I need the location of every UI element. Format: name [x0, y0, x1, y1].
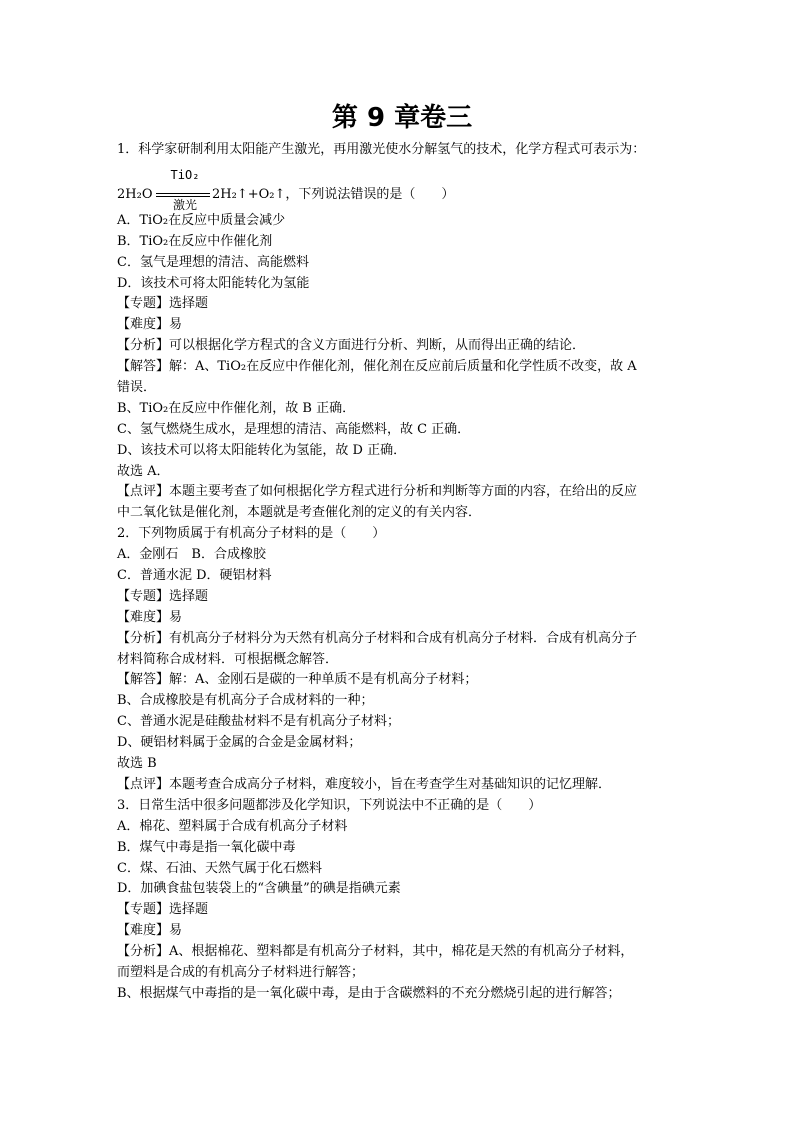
q3-option-d: D．加碘食盐包装袋上的“含碘量”的碘是指碘元素	[117, 881, 401, 897]
equation-catalyst: TiO₂	[170, 167, 200, 182]
q3-analysis-line: 而塑料是合成的有机高分子材料进行解答；	[117, 964, 365, 980]
q1-option-b: B．TiO₂在反应中作催化剂	[117, 233, 273, 249]
q1-answer-line: B、TiO₂在反应中作催化剂，故 B 正确．	[117, 400, 356, 416]
q2-answer-line: D、硬铝材料属于金属的合金是金属材料；	[117, 735, 362, 751]
q3-option-b: B．煤气中毒是指一氧化碳中毒	[117, 839, 296, 855]
q1-comment-line: 【点评】本题主要考查了如何根据化学方程式进行分析和判断等方面的内容，在给出的反应	[117, 484, 638, 500]
q1-comment-line: 中二氧化钛是催化剂，本题就是考查催化剂的定义的有关内容．	[117, 505, 482, 521]
q3-stem: 3．日常生活中很多问题都涉及化学知识，下列说法中不正确的是（ ）	[117, 797, 542, 813]
q3-topic: 【专题】选择题	[117, 902, 209, 918]
q1-answer-line: 故选 A．	[117, 463, 170, 479]
q2-analysis-line: 【分析】有机高分子材料分为天然有机高分子材料和合成有机高分子材料．合成有机高分子	[117, 630, 638, 646]
equation-condition: 激光	[172, 197, 197, 212]
q3-option-a: A．棉花、塑料属于合成有机高分子材料	[117, 818, 348, 834]
q2-answer-line: 故选 B	[117, 756, 157, 772]
q1-topic: 【专题】选择题	[117, 296, 209, 312]
q1-answer-line: D、该技术可以将太阳能转化为氢能，故 D 正确．	[117, 442, 407, 458]
equation-reactant: 2H₂O	[117, 186, 153, 202]
q1-difficulty: 【难度】易	[117, 317, 183, 333]
q1-answer-line: C、氢气燃烧生成水，是理想的清洁、高能燃料，故 C 正确．	[117, 421, 471, 437]
q2-stem: 2．下列物质属于有机高分子材料的是（ ）	[117, 526, 386, 542]
page-title: 第 9 章卷三	[331, 103, 473, 133]
q3-option-c: C．煤、石油、天然气属于化石燃料	[117, 860, 322, 876]
q1-equation	[117, 161, 687, 212]
q2-options-ab: A．金刚石 B．合成橡胶	[117, 547, 266, 563]
q2-topic: 【专题】选择题	[117, 588, 209, 604]
q3-analysis-line: B、根据煤气中毒指的是一氧化碳中毒，是由于含碳燃料的不充分燃烧引起的进行解答；	[117, 985, 621, 1001]
q1-option-c: C．氢气是理想的清洁、高能燃料	[117, 254, 309, 270]
q2-comment: 【点评】本题考查合成高分子材料，难度较小，旨在考查学生对基础知识的记忆理解．	[117, 776, 612, 792]
q2-options-cd: C．普通水泥 D．硬铝材料	[117, 568, 272, 584]
q2-answer-line: C、普通水泥是硅酸盐材料不是有机高分子材料；	[117, 714, 400, 730]
q3-difficulty: 【难度】易	[117, 923, 183, 939]
q1-analysis: 【分析】可以根据化学方程式的含义方面进行分析、判断，从而得出正确的结论．	[117, 338, 586, 354]
document-body	[117, 140, 687, 1005]
q1-stem: 1．科学家研制利用太阳能产生激光，再用激光使水分解氢气的技术，化学方程式可表示为：	[117, 142, 646, 157]
q2-analysis-line: 材料简称合成材料．可根据概念解答．	[117, 651, 339, 667]
q2-difficulty: 【难度】易	[117, 609, 183, 625]
equation-equals-line	[156, 193, 210, 194]
q1-answer-line: 【解答】解：A、TiO₂在反应中作催化剂，催化剂在反应前后质量和化学性质不改变，故 A	[117, 359, 637, 375]
q3-analysis-line: 【分析】A、根据棉花、塑料都是有机高分子材料，其中，棉花是天然的有机高分子材料，	[117, 944, 634, 960]
q1-option-a: A．TiO₂在反应中质量会减少	[117, 212, 286, 228]
q1-option-d: D．该技术可将太阳能转化为氢能	[117, 275, 310, 291]
q2-answer-line: B、合成橡胶是有机高分子合成材料的一种；	[117, 693, 374, 709]
q2-answer-line: 【解答】解：A、金刚石是碳的一种单质不是有机高分子材料；	[117, 672, 478, 688]
equation-products: 2H₂↑+O₂↑，下列说法错误的是（ ）	[212, 186, 455, 202]
q1-answer-line: 错误．	[117, 380, 157, 396]
